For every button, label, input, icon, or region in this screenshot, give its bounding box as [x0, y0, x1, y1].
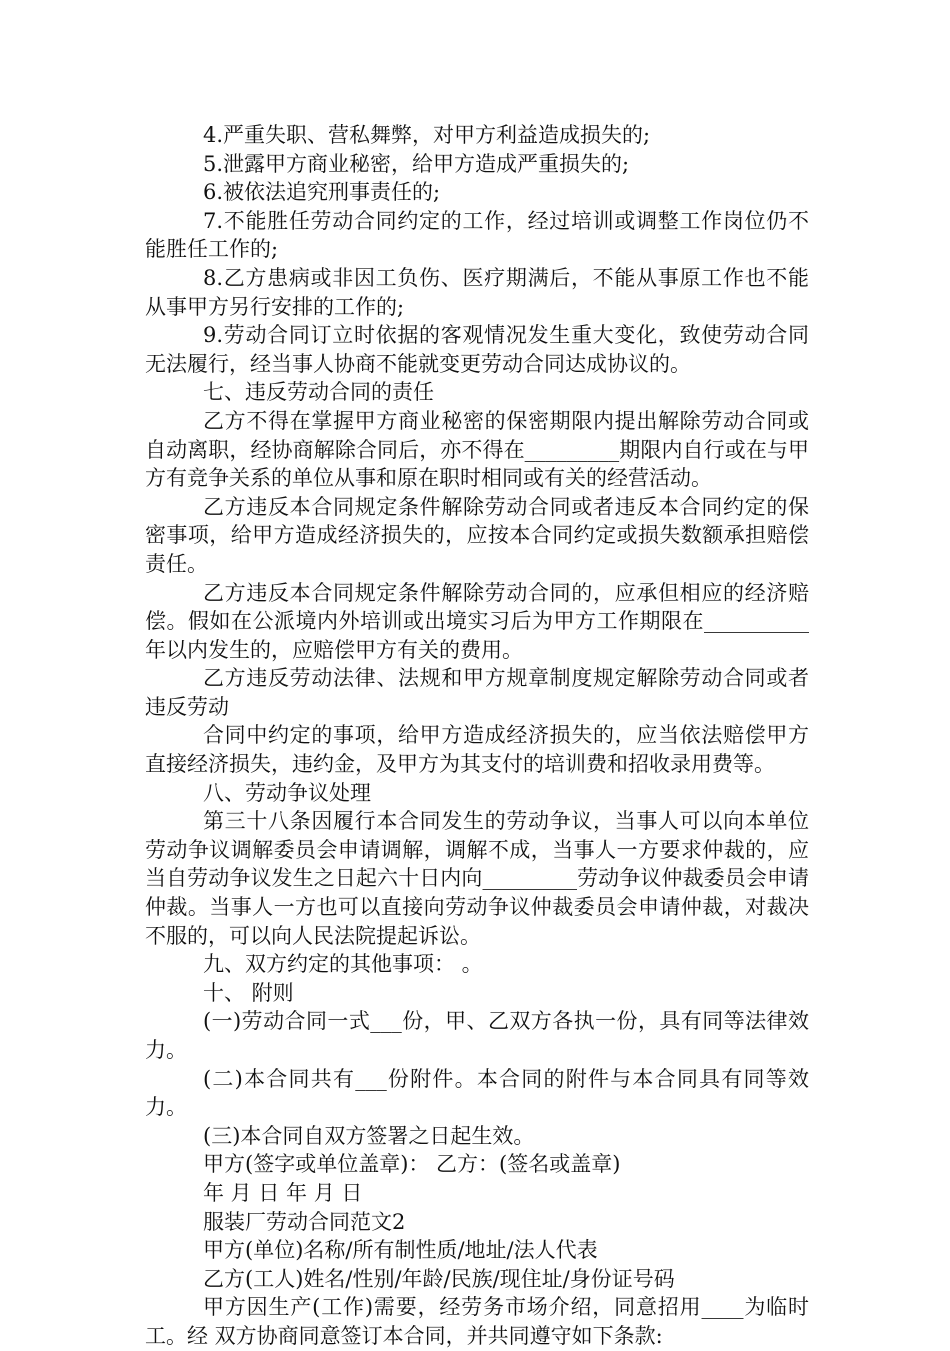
paragraph-breach-law: 乙方违反劳动法律、法规和甲方规章制度规定解除劳动合同或者违反劳动	[145, 666, 809, 719]
paragraph-clause-6: 6.被依法追究刑事责任的;	[203, 180, 441, 205]
paragraph-attachments: (二)本合同共有___份附件。本合同的附件与本合同具有同等效力。	[145, 1066, 809, 1120]
section-heading-8: 八、劳动争议处理	[203, 780, 371, 805]
paragraph-copies: (一)劳动合同一式___份，甲、乙双方各执一份，具有同等法律效力。	[145, 1009, 809, 1062]
contract-body	[145, 121, 809, 1351]
paragraph-breach-confidentiality: 乙方违反本合同规定条件解除劳动合同或者违反本合同约定的保密事项，给甲方造成经济损失的，应按本合同约定或损失数额承担赔偿责任。	[145, 494, 809, 576]
paragraph-training-compensation: 乙方违反本合同规定条件解除劳动合同的，应承但相应的经济赔偿。假如在公派境内外培训或出境实习后为甲方工作期限在__________年以内发生的，应赔偿甲方有关的费用。	[145, 580, 809, 662]
party-a-info: 甲方(单位)名称/所有制性质/地址/法人代表	[203, 1238, 598, 1263]
paragraph-effective: (三)本合同自双方签署之日起生效。	[203, 1123, 535, 1148]
paragraph-clause-4: 4.严重失职、营私舞弊，对甲方利益造成损失的;	[203, 123, 651, 147]
section-heading-9: 九、双方约定的其他事项： 。	[203, 952, 483, 977]
paragraph-damages: 合同中约定的事项，给甲方造成经济损失的，应当依法赔偿甲方直接经济损失，违约金，及甲方为其支付的培训费和招收录用费等。	[145, 723, 809, 777]
paragraph-clause-5: 5.泄露甲方商业秘密，给甲方造成严重损失的;	[203, 151, 630, 176]
paragraph-clause-8: 8.乙方患病或非因工负伤、医疗期满后，不能从事原工作也不能从事甲方另行安排的工作的;	[145, 265, 809, 319]
section-heading-7: 七、违反劳动合同的责任	[203, 380, 434, 405]
paragraph-dispute: 第三十八条因履行本合同发生的劳动争议，当事人可以向本单位劳动争议调解委员会申请调解，调解不成，当事人一方要求仲裁的，应当自劳动争议发生之日起六十日内向_________劳动争议仲裁委员会申请仲裁。当事人一方也可以直接向劳动争议仲裁委员会申请仲裁，对裁决不服的，可以向人民法院提起诉讼。	[145, 809, 809, 948]
date-line: 年 月 日 年 月 日	[203, 1180, 363, 1205]
paragraph-clause-7: 7.不能胜任劳动合同约定的工作，经过培训或调整工作岗位仍不能胜任工作的;	[145, 208, 809, 262]
signature-line: 甲方(签字或单位盖章)： 乙方：(签名或盖章)	[203, 1152, 621, 1177]
section-heading-10: 十、 附则	[203, 980, 294, 1005]
party-b-info: 乙方(工人)姓名/性别/年龄/民族/现住址/身份证号码	[203, 1266, 675, 1291]
subtitle-sample-2: 服装厂劳动合同范文2	[203, 1209, 406, 1234]
paragraph-intro: 甲方因生产(工作)需要，经劳务市场介绍，同意招用____为临时工。经 双方协商同意签订本合同，并共同遵守如下条款:	[145, 1295, 809, 1348]
paragraph-clause-9: 9.劳动合同订立时依据的客观情况发生重大变化，致使劳动合同无法履行，经当事人协商不能就变更劳动合同达成协议的。	[145, 323, 809, 376]
paragraph-confidentiality: 乙方不得在掌握甲方商业秘密的保密期限内提出解除劳动合同或自动离职，经协商解除合同后，亦不得在_________期限内自行或在与甲方有竞争关系的单位从事和原在职时相同或有关的经营活动。	[145, 408, 809, 491]
